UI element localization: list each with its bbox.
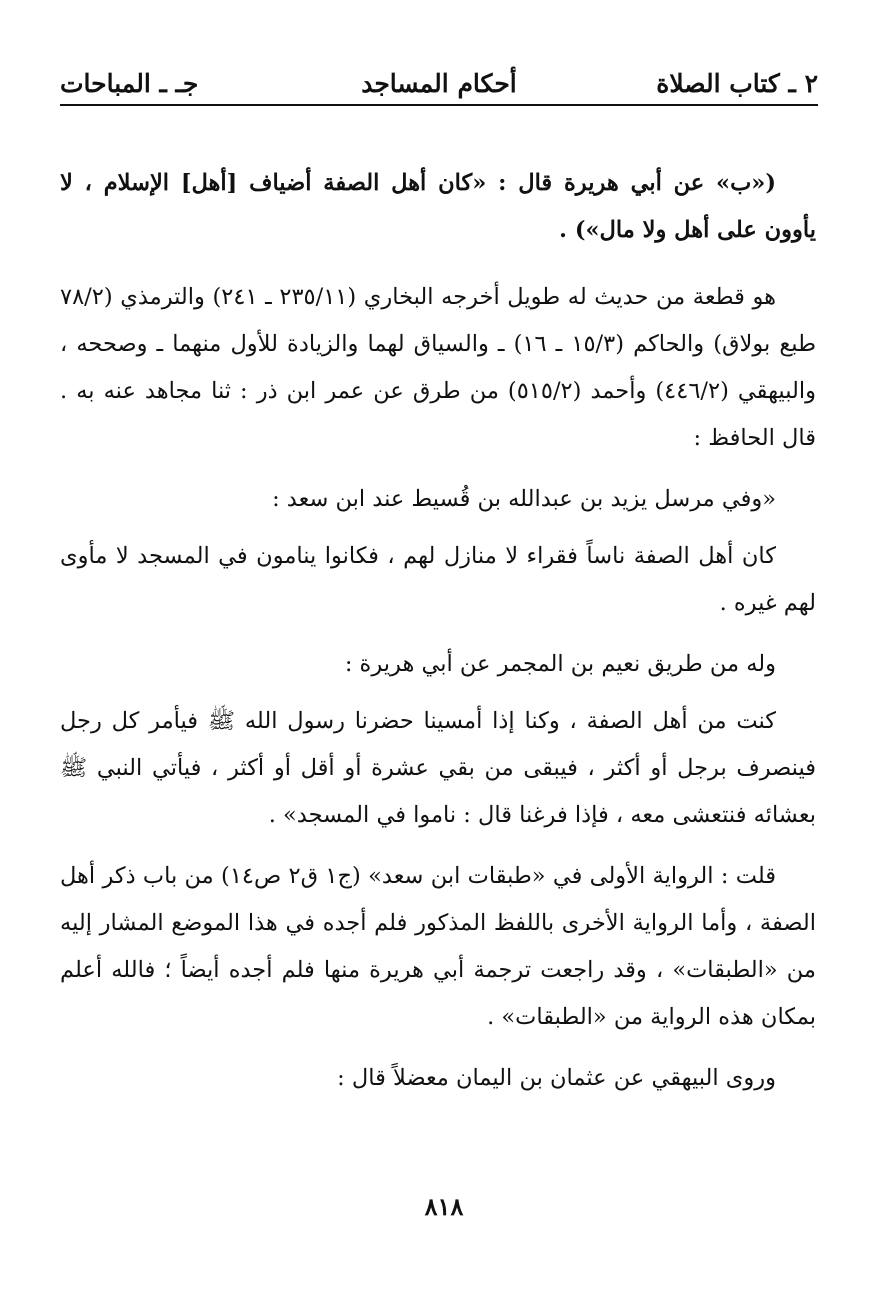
page-number: ٨١٨	[424, 1192, 464, 1221]
header-subsection: جـ ـ المباحات	[60, 69, 199, 98]
narration-paragraph: كنت من أهل الصفة ، وكنا إذا أمسينا حضرنا رسول الله ﷺ فيأمر كل رجل فينصرف برجل أو أكثر ، فيبقى من بقي عشرة أو أقل أو أكثر ، فيأتي النبي ﷺ بعشائه فنتعشى معه ، فإذا فرغنا قال : ناموا في المسجد» .	[60, 708, 816, 828]
quote-paragraph: كان أهل الصفة ناساً فقراء لا منازل لهم ، فكانوا ينامون في المسجد لا مأوى لهم غيره .	[60, 543, 816, 616]
hadith-text: («ب» عن أبي هريرة قال : «كان أهل الصفة أضياف [أهل] الإسلام ، لا يأوون على أهل ولا مال») .	[60, 170, 816, 243]
takhrij-paragraph: هو قطعة من حديث له طويل أخرجه البخاري (٢٣٥/١١ ـ ٢٤١) والترمذي (٧٨/٢ طبع بولاق) والحاكم (١٥/٣ ـ ١٦) ـ والسياق لهما والزيادة للأول منهما ـ وصححه ، والبيهقي (٤٤٦/٢) وأحمد (٥١٥/٢) من طرق عن عمر ابن ذر : ثنا مجاهد عنه به . قال الحافظ :	[60, 284, 816, 451]
quote-intro: «وفي مرسل يزيد بن عبدالله بن قُسيط عند ابن سعد :	[272, 486, 776, 512]
running-header	[60, 64, 818, 106]
page-body	[60, 160, 816, 1102]
header-section: أحكام المساجد	[361, 69, 517, 98]
commentary-paragraph: قلت : الرواية الأولى في «طبقات ابن سعد» (ج١ ق٢ ص١٤) من باب ذكر أهل الصفة ، وأما الرواية الأخرى باللفظ المذكور فلم أجده في هذا الموضع المشار إليه من «الطبقات» ، وقد راجعت ترجمة أبي هريرة منها فلم أجده أيضاً ؛ فالله أعلم بمكان هذه الرواية من «الطبقات» .	[60, 863, 816, 1030]
narration-intro: وله من طريق نعيم بن المجمر عن أبي هريرة :	[344, 651, 776, 677]
closing-line: وروى البيهقي عن عثمان بن اليمان معضلاً قال :	[337, 1065, 776, 1091]
header-chapter: ٢ ـ كتاب الصلاة	[656, 69, 818, 98]
